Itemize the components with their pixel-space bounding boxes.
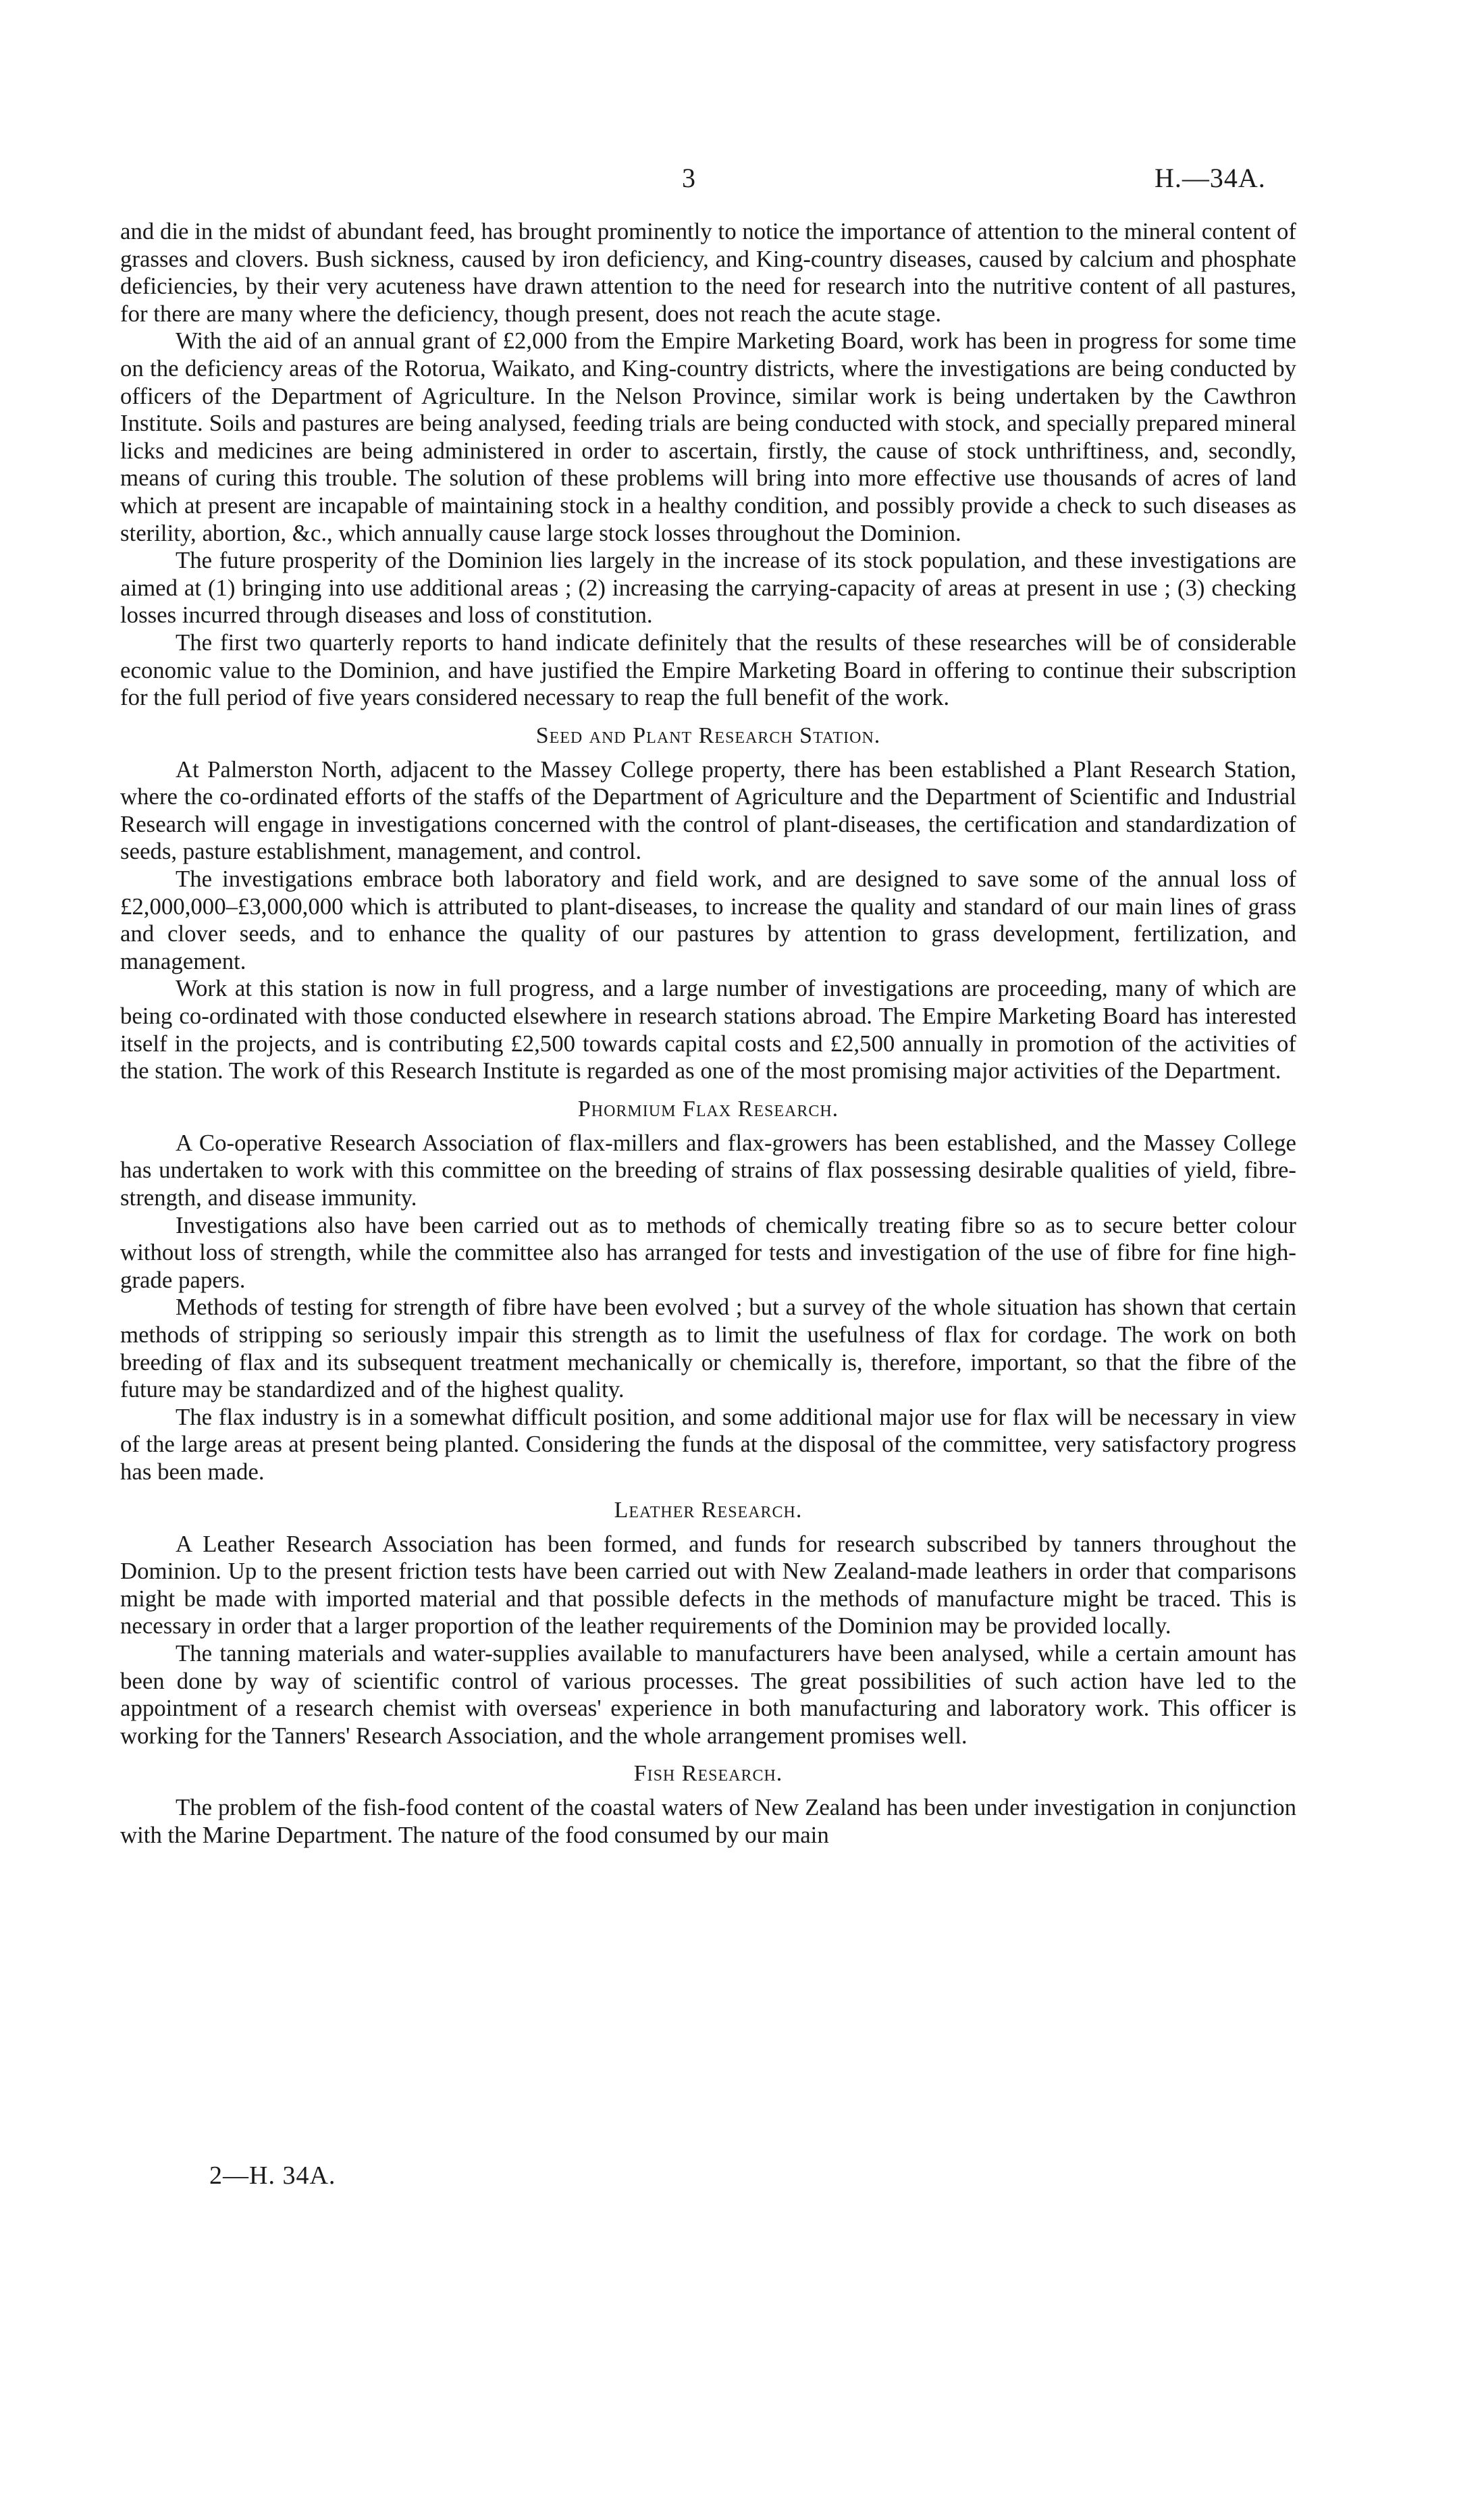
fish-paragraph-1: The problem of the fish-food content of the coastal waters of New Zealand has been under investigation in conjunction with the Marine Department. The nature of the food consumed by our main xyxy=(120,1794,1296,1848)
document-reference: H.—34A. xyxy=(1155,163,1266,193)
seed-plant-paragraph-1: At Palmerston North, adjacent to the Massey College property, there has been established a Plant Research Station, where the co-ordinated efforts of the staffs of the Department of Agriculture and the Department of Scientific and Industrial Research will engage in investigations concerned with the control of plant-diseases, the certification and standardization of seeds, pasture establishment, management, and control. xyxy=(120,756,1296,865)
intro-paragraph-1: and die in the midst of abundant feed, has brought prominently to notice the importance of attention to the mineral content of grasses and clovers. Bush sickness, caused by iron deficiency, and King-country diseases, caused by calcium and phosphate deficiencies, by their very acuteness have drawn attention to the need for research into the nutritive content of all pastures, for there are many where the deficiency, though present, does not reach the acute stage. xyxy=(120,218,1296,327)
intro-paragraph-4: The first two quarterly reports to hand indicate definitely that the results of these researches will be of considerable economic value to the Dominion, and have justified the Empire Marketing Board in offering to continue their subscription for the full period of five years considered necessary to reap the full benefit of the work. xyxy=(120,629,1296,711)
leather-paragraph-1: A Leather Research Association has been formed, and funds for research subscribed by tanners throughout the Dominion. Up to the present friction tests have been carried out with New Zealand-made leathers in order that comparisons might be made with imported material and that possible defects in the methods of manufacture might be traced. This is necessary in order that a larger proportion of the leather requirements of the Dominion may be provided locally. xyxy=(120,1530,1296,1639)
document-body xyxy=(120,218,1296,1849)
section-heading-seed-plant: Seed and Plant Research Station. xyxy=(535,722,881,748)
phormium-paragraph-1: A Co-operative Research Association of flax-millers and flax-growers has been established, and the Massey College has undertaken to work with this committee on the breeding of strains of flax possessing desirable qualities of yield, fibre-strength, and disease immunity. xyxy=(120,1129,1296,1211)
intro-paragraph-3: The future prosperity of the Dominion lies largely in the increase of its stock population, and these investigations are aimed at (1) bringing into use additional areas ; (2) increasing the carrying-capacity of areas at present in use ; (3) checking losses incurred through diseases and loss of constitution. xyxy=(120,547,1296,629)
seed-plant-paragraph-2: The investigations embrace both laboratory and field work, and are designed to save some of the annual loss of £2,000,000–£3,000,000 which is attributed to plant-diseases, to increase the quality and standard of our main lines of grass and clover seeds, and to enhance the quality of our pastures by attention to grass development, fertilization, and management. xyxy=(120,866,1296,974)
seed-plant-paragraph-3: Work at this station is now in full progress, and a large number of investigations are proceeding, many of which are being co-ordinated with those conducted elsewhere in research stations abroad. The Empire Marketing Board has interested itself in the projects, and is contributing £2,500 towards capital costs and £2,500 annually in promotion of the activities of the station. The work of this Research Institute is regarded as one of the most promising major activities of the Department. xyxy=(120,975,1296,1084)
section-heading-leather: Leather Research. xyxy=(614,1497,803,1523)
phormium-paragraph-2: Investigations also have been carried out as to methods of chemically treating fibre so as to secure better colour without loss of strength, while the committee also has arranged for tests and investigation of the use of fibre for fine high-grade papers. xyxy=(120,1211,1296,1293)
phormium-paragraph-3: Methods of testing for strength of fibre have been evolved ; but a survey of the whole situation has shown that certain methods of stripping so seriously impair this strength as to limit the usefulness of flax for cordage. The work on both breeding of flax and its subsequent treatment mechanically or chemically is, therefore, important, so that the fibre of the future may be standardized and of the highest quality. xyxy=(120,1294,1296,1403)
phormium-paragraph-4: The flax industry is in a somewhat difficult position, and some additional major use for flax will be necessary in view of the large areas at present being planted. Considering the funds at the disposal of the committee, very satisfactory progress has been made. xyxy=(120,1403,1296,1485)
page-number: 3 xyxy=(682,163,695,193)
section-heading-fish: Fish Research. xyxy=(633,1761,783,1787)
section-heading-phormium-flax: Phormium Flax Research. xyxy=(577,1096,839,1122)
footer-signature: 2—H. 34A. xyxy=(209,2161,336,2190)
leather-paragraph-2: The tanning materials and water-supplies available to manufacturers have been analysed, while a certain amount has been done by way of scientific control of various processes. The great possibilities of such action have led to the appointment of a research chemist with overseas' experience in both manufacturing and laboratory work. This officer is working for the Tanners' Research Association, and the whole arrangement promises well. xyxy=(120,1639,1296,1749)
intro-paragraph-2: With the aid of an annual grant of £2,000 from the Empire Marketing Board, work has been in progress for some time on the deficiency areas of the Rotorua, Waikato, and King-country districts, where the investigations are being conducted by officers of the Department of Agriculture. In the Nelson Province, similar work is being undertaken by the Cawthron Institute. Soils and pastures are being analysed, feeding trials are being conducted with stock, and specially prepared mineral licks and medicines are being administered in order to ascertain, firstly, the cause of stock unthriftiness, and, secondly, means of curing this trouble. The solution of these problems will bring into more effective use thousands of acres of land which at present are incapable of maintaining stock in a healthy condition, and possibly provide a check to such diseases as sterility, abortion, &c., which annually cause large stock losses throughout the Dominion. xyxy=(120,327,1296,546)
